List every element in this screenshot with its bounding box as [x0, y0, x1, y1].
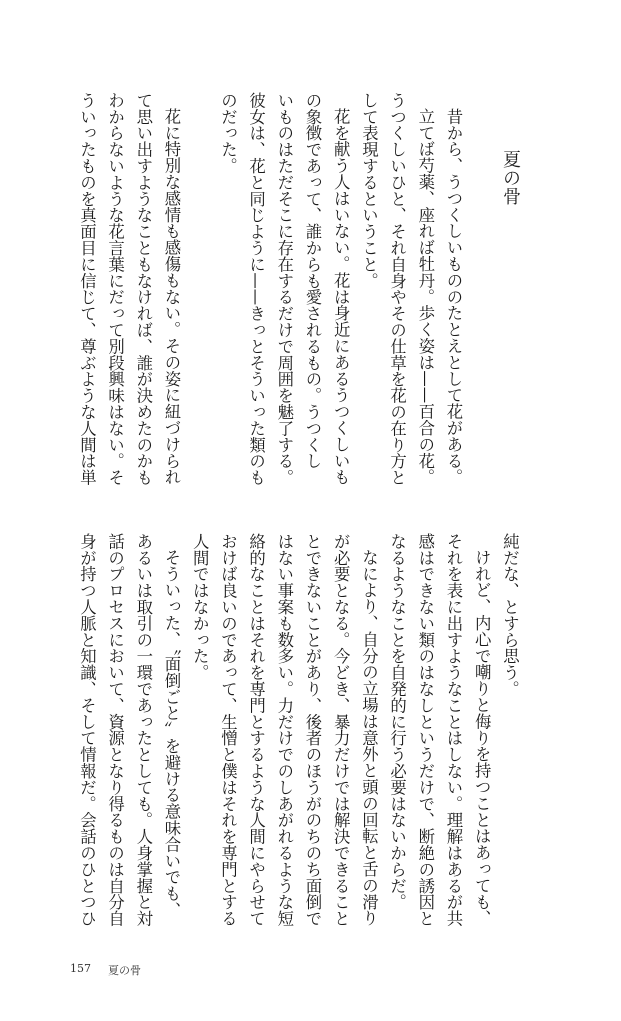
- running-title: 夏の骨: [108, 964, 141, 977]
- text-column: うつくしいひと、それ自身やその仕草を花の在り方と: [387, 92, 407, 486]
- text-column: あるいは取引の一環であったとしても。人身掌握と対: [133, 533, 153, 927]
- text-column: 昔から、うつくしいもののたとえとして花がある。: [444, 108, 463, 486]
- text-column: 身が持つ人脈と知識、そして情報だ。会話のひとつひ: [77, 533, 97, 927]
- text-column: ういったものを真面目に信じて、尊ぶような人間は単: [77, 92, 97, 486]
- text-column: 感はできない類のはなしというだけで、断絶の誘因と: [415, 533, 435, 927]
- text-column: 彼女は、花と同じように——きっとそういった類のも: [246, 92, 266, 486]
- text-column: 花を献う人はいない。花は身近にあるうつくしいも: [331, 108, 351, 486]
- text-column: が必要となる。今どき、暴力だけでは解決できること: [331, 533, 351, 927]
- text-column: 人間ではなかった。: [190, 533, 210, 681]
- text-column: はない事案も数多い。力だけでのしあがれるような短: [274, 533, 294, 927]
- text-column: いものはただそこに存在するだけで周囲を魅了する。: [274, 92, 294, 486]
- chapter-title: 夏の骨: [500, 150, 521, 206]
- text-column: なにより、自分の立場は意外と頭の回転と舌の滑り: [359, 549, 379, 927]
- text-column: 話のプロセスにおいて、資源となり得るものは自分自: [105, 533, 125, 927]
- text-column: して表現するということ。: [359, 92, 379, 289]
- text-column: 純だな、とすら思う。: [500, 533, 520, 697]
- text-column: 花に特別な感情も感傷もない。その姿に紐づけられ: [162, 108, 181, 486]
- text-column: 立てば芍薬、座れば牡丹。歩く姿は——百合の花。: [415, 108, 435, 486]
- text-column: おけば良いのであって、生憎と僕はそれを専門とする: [218, 533, 238, 927]
- text-column: 絡的なことはそれを専門とするような人間にやらせて: [246, 533, 266, 927]
- text-column: て思い出すようなこともなければ、誰が決めたのかも: [133, 92, 153, 486]
- text-column: それを表に出すようなことはしない。理解はあるが共: [444, 533, 463, 927]
- page-number: 157: [70, 962, 91, 975]
- text-column: とできないことがあり、後者のほうがのちのち面倒で: [303, 533, 322, 927]
- text-column: わからないような花言葉にだって別段興味はない。そ: [105, 92, 125, 486]
- text-column: の象徴であって、誰からも愛されるもの。うつくし: [303, 92, 322, 470]
- text-column: そういった、〝面倒ごと〟を避ける意味合いでも、: [162, 549, 181, 919]
- text-column: のだった。: [218, 92, 238, 174]
- text-column: なるようなことを自発的に行う必要はないからだ。: [387, 533, 407, 911]
- text-column: けれど、内心で嘲りと侮りを持つことはあっても、: [472, 549, 492, 927]
